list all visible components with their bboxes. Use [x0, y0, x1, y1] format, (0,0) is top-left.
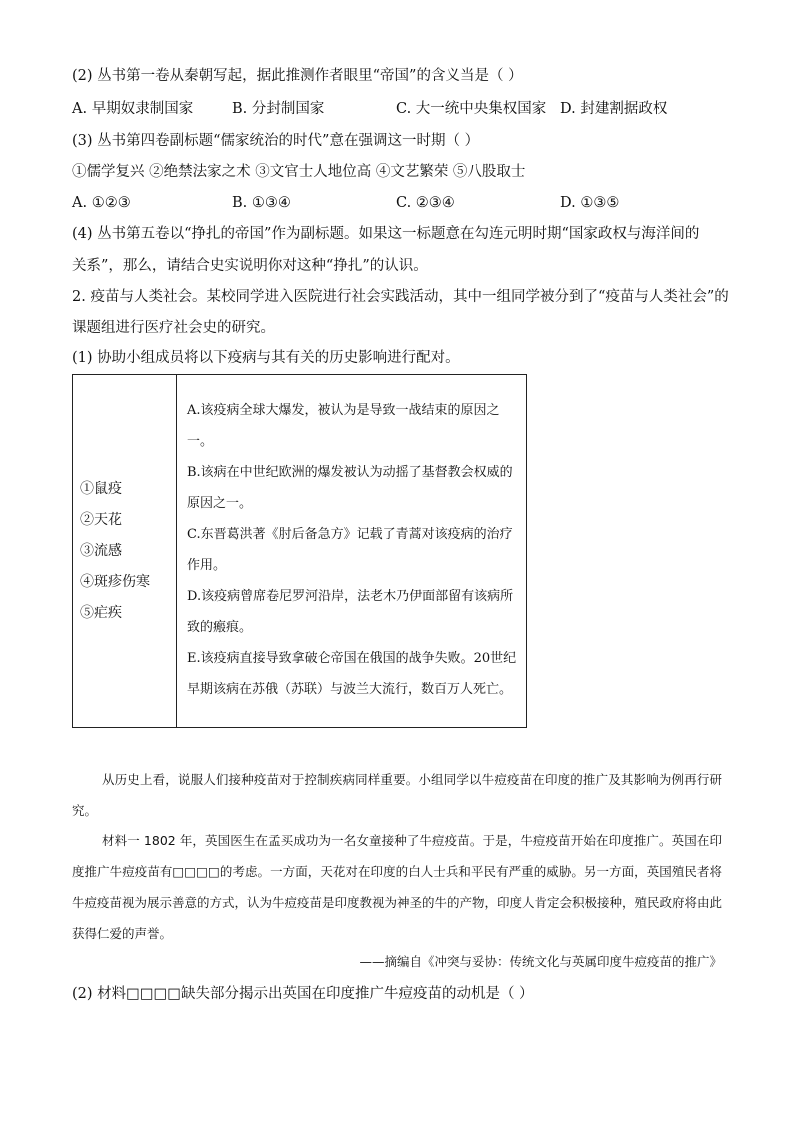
- question-2b-stem: (2) 材料□□□□缺失部分揭示出英国在印度推广牛痘疫苗的动机是（ ）: [72, 986, 534, 1002]
- disease-item: ④斑疹伤寒: [80, 573, 150, 590]
- question-2-stem: (2) 丛书第一卷从秦朝写起，据此推测作者眼里“帝国”的含义当是（ ）: [72, 68, 523, 84]
- option-d: D. 封建割据政权: [560, 101, 668, 117]
- question-3-items: ①儒学复兴 ②绝禁法家之术 ③文官士人地位高 ④文艺繁荣 ⑤八股取士: [72, 164, 526, 180]
- effect-item: E.该疫病直接导致拿破仑帝国在俄国的战争失败。20世纪早期该病在苏俄（苏联）与波兰大流行，数百万人死亡。: [187, 651, 517, 697]
- question-4-line-2: 关系”，那么，请结合史实说明你对这种“挣扎”的认识。: [72, 258, 428, 274]
- disease-column: [73, 375, 177, 728]
- option-c: C. ②③④: [396, 195, 455, 211]
- question-4-line-1: (4) 丛书第五卷以“挣扎的帝国”作为副标题。如果这一标题意在勾连元明时期“国家政权与海洋间的: [72, 226, 700, 242]
- option-c: C. 大一统中央集权国家: [396, 101, 547, 117]
- material-one-paragraph: 材料一 1802 年，英国医生在孟买成功为一名女童接种了牛痘疫苗。于是，牛痘疫苗开始在印度推广。英国在印度推广牛痘疫苗有□□□□的考虑。一方面，天花对在印度的白人士兵和平民有严重的威胁。另一方面，英国殖民者将牛痘疫苗视为展示善意的方式，认为牛痘疫苗是印度教视为神圣的牛的产物，印度人肯定会积极接种，殖民政府将由此获得仁爱的声誉。: [72, 833, 723, 941]
- disease-item: ③流感: [80, 542, 122, 559]
- effect-item: A.该疫病全球大爆发，被认为是导致一战结束的原因之一。: [187, 403, 500, 449]
- intro-paragraph: 从历史上看，说服人们接种疫苗对于控制疾病同样重要。小组同学以牛痘疫苗在印度的推广及其影响为例再行研究。: [72, 772, 722, 818]
- effect-item: D.该疫病曾席卷尼罗河沿岸，法老木乃伊面部留有该病所致的瘢痕。: [187, 589, 514, 635]
- problem-2-line-2: 课题组进行医疗社会史的研究。: [72, 320, 275, 336]
- matching-table: [72, 374, 527, 728]
- effect-item: B.该病在中世纪欧洲的爆发被认为动摇了基督教会权威的原因之一。: [187, 465, 513, 511]
- material-source: ——摘编自《冲突与妥协：传统文化与英属印度牛痘疫苗的推广》: [359, 954, 722, 969]
- option-b: B. ①③④: [232, 195, 291, 211]
- option-a: A. 早期奴隶制国家: [72, 101, 194, 117]
- question-3-stem: (3) 丛书第四卷副标题“儒家统治的时代”意在强调这一时期（ ）: [72, 133, 480, 149]
- option-b: B. 分封制国家: [232, 101, 325, 117]
- effect-column: [177, 375, 527, 728]
- option-a: A. ①②③: [72, 195, 131, 211]
- disease-item: ②天花: [80, 511, 122, 528]
- disease-item: ⑤疟疾: [80, 604, 122, 621]
- problem-2-question-1: (1) 协助小组成员将以下疫病与其有关的历史影响进行配对。: [72, 350, 460, 366]
- problem-2-line-1: 2. 疫苗与人类社会。某校同学进入医院进行社会实践活动，其中一组同学被分到了“疫苗与人类社会”的: [72, 289, 729, 305]
- disease-item: ①鼠疫: [80, 480, 122, 497]
- effect-item: C.东晋葛洪著《肘后备急方》记载了青蒿对该疫病的治疗作用。: [187, 527, 513, 573]
- option-d: D. ①③⑤: [560, 195, 620, 211]
